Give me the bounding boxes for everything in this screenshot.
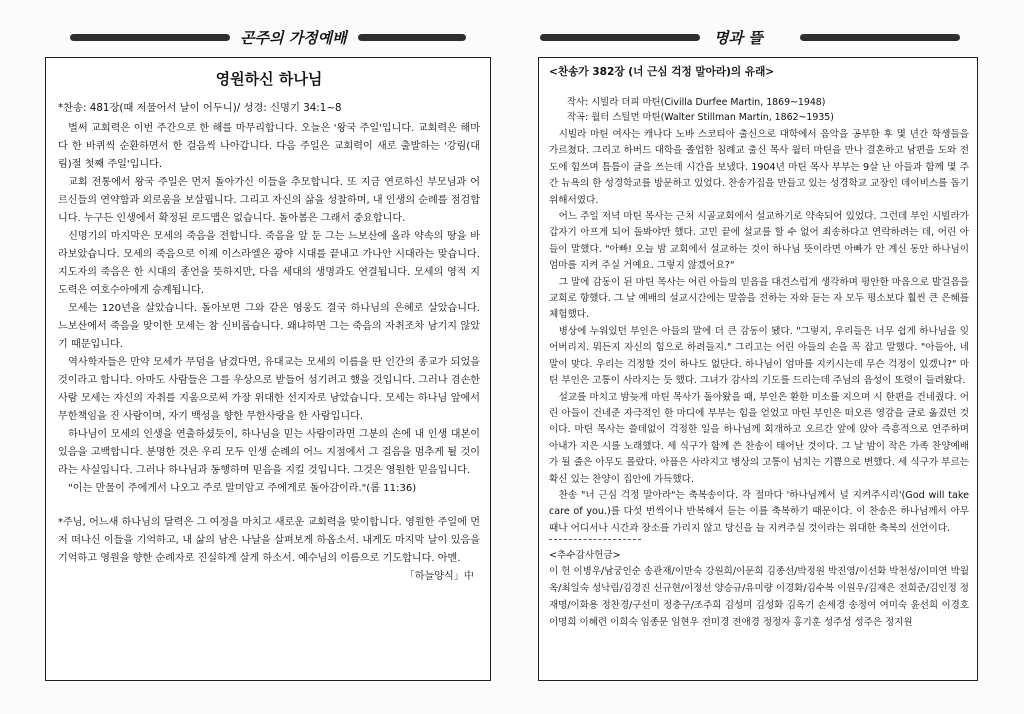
devotion-paragraph-4: 모세는 120년을 살았습니다. 돌아보면 그와 같은 영웅도 결국 하나님의 은혜로 살았습니다. 느보산에서 죽음을 맞이한 모세는 참 신비롭습니다. 왜냐하면 그는 죽음의 자취조차 남기지 않았기 때문입니다.: [58, 303, 480, 350]
lyricist-credit: 작사: 시빌라 더피 마틴(Civilla Durfee Martin, 1869~1948): [567, 97, 826, 108]
devotion-paragraph-5: 역사학자들은 만약 모세가 무덤을 남겼다면, 유대교는 모세의 이름을 딴 인간의 종교가 되었을 것이라고 합니다. 아마도 사람들은 그를 우상으로 받들어 섬기려고 했을 것입니다. 그러나 겸손한 사람 모세는 자신의 자취를 지움으로써 가장 위대한 선지자로 남았습니다. 모세는 하나님 앞에서 무한책임을 진 사람이며, 자기 백성을 향한 무한사랑을 한 사람입니다.: [58, 357, 480, 422]
right-header-bar: [540, 34, 700, 41]
left-devotion-panel: [45, 57, 491, 681]
story-paragraph-6: 찬송 "너 근심 걱정 말아라"는 축복송이다. 각 절마다 '하나님께서 널 지켜주시리'(God will take care of you.)를 다섯 번씩이나 반복해서 듣는 이를 축복하기 때문이다. 이 찬송은 하나님께서 아무 때나 어디서나 시간과 장소를 가리지 않고 당신을 늘 지켜주실 것이라는 위대한 축복의 선언이다.: [549, 489, 969, 534]
right-header-bar-right: [800, 34, 960, 41]
devotion-paragraph-1: 벌써 교회력은 이번 주간으로 한 해를 마무리합니다. 오늘은 '왕국 주일'입니다. 교회력은 해마다 한 바퀴씩 순환하면서 한 걸음씩 나아갑니다. 다음 주일은 교회력이 새로 출발하는 '강림(대림)절 첫째 주일'입니다.: [58, 123, 480, 170]
right-hymn-story-panel: [538, 57, 978, 681]
left-header-bar-right: [358, 34, 466, 41]
scripture-quote: "이는 만물이 주에게서 나오고 주로 말미암고 주에게로 돌아감이라."(롬 11:36): [68, 483, 417, 494]
section-divider: [549, 539, 641, 540]
hymn-scripture-line: *찬송: 481장(때 저물어서 날이 어두니)/ 성경: 신명기 34:1~8: [58, 102, 342, 114]
story-paragraph-1: 시빌라 마틴 여사는 캐나다 노바 스코티아 출신으로 대학에서 음악을 공부한 후 몇 년간 학생들을 가르쳤다. 그리고 하버드 대학을 졸업한 침례교 출신 목사 월터 마틴을 만나 결혼하고 남편을 도와 전도에 힘쓰며 틈틈이 글을 쓰는데 시간을 보냈다. 1904년 마틴 목사 부부는 9살 난 아들과 함께 몇 주간 뉴욕의 한 성경학교를 방문하고 있었다. 찬송가집을 만들고 있는 성경학교 교장인 데이비스를 돕기 위해서였다.: [549, 129, 969, 206]
story-paragraph-2: 어느 주일 저녁 마틴 목사는 근처 시골교회에서 설교하기로 약속되어 있었다. 그런데 부인 시빌라가 갑자기 아프게 되어 돌봐야만 했다. 고민 끝에 설교를 할 수 없어 죄송하다고 연락하려는 데, 어린 아들이 말했다. "아빠! 오늘 밤 교회에서 설교하는 것이 하나님 뜻이라면 아빠가 안 계신 동안 하나님이 엄마를 지켜 주실 거예요. 그렇지 않겠어요?": [549, 211, 969, 272]
composer-credit: 작곡: 월터 스틸먼 마틴(Walter Stillman Martin, 1862~1935): [567, 112, 834, 123]
prayer-text: *주님, 어느새 하나님의 달력은 그 여정을 마치고 새로운 교회력을 맞이합니다. 영원한 주일에 먼저 떠나신 이들을 기억하고, 내 삶의 남은 나날을 살펴보게 하옵소서. 내게도 마지막 날이 있음을 기억하고 영원을 향한 순례자로 진실하게 살게 하소서. 예수님의 이름으로 기도합니다. 아멘.: [58, 517, 480, 564]
devotion-paragraph-2: 교회 전통에서 왕국 주일은 먼저 돌아가신 이들을 추모합니다. 또 지금 연로하신 부모님과 어르신들의 연약함과 외로움을 보살핍니다. 그리고 자신의 삶을 성찰하며, 내 인생의 순례를 점검합니다. 누구든 인생에서 확정된 로드맵은 없습니다. 돌아봄은 그래서 중요합니다.: [58, 177, 480, 224]
hymn-story-title: <찬송가 382장 (너 근심 걱정 말아라)의 유래>: [549, 66, 775, 78]
story-paragraph-5: 설교를 마치고 밤늦게 마틴 목사가 돌아왔을 때, 부인은 환한 미소를 지으며 시 한편을 건네줬다. 어린 아들이 건네준 자극적인 한 마디에 부부는 힘을 얻었고 마틴 부인은 떠오른 영감을 글로 옮겼던 것이다. 마틴 목사는 쓸데없이 걱정한 일을 하나님께 회개하고 오르간 앞에 앉아 즉흥적으로 연주하며 아내가 지은 시를 노래했다. 세 식구가 함께 쓴 찬송이 태어난 것이다. 그 날 밤이 작은 가족 찬양예배가 될 줄은 아무도 몰랐다. 아픔은 사라지고 병상의 고통이 넘치는 기쁨으로 변했다. 세 식구가 부르는 확신 있는 찬양이 집안에 가득했다.: [549, 391, 969, 485]
devotion-paragraph-6: 하나님이 모세의 인생을 연출하셨듯이, 하나님을 믿는 사람이라면 그분의 손에 내 인생 대본이 있음을 고백합니다. 분명한 것은 우리 모두 인생 순례의 어느 지점에서 그 걸음을 멈추게 될 것이라는 사실입니다. 그러나 하나님과 동행하며 믿음을 지킬 것입니다. 그것은 영원한 믿음입니다.: [58, 429, 480, 476]
devotion-paragraph-3: 신명기의 마지막은 모세의 죽음을 전합니다. 죽음을 앞 둔 그는 느보산에 올라 약속의 땅을 바라보았습니다. 모세의 죽음으로 이제 이스라엘은 광야 시대를 끝내고 가나안 시대라는 맞습니다. 지도자의 죽음은 한 시대의 종언을 뜻하지만, 다음 세대의 생명과도 연결됩니다. 모세의 영적 지도력은 여호수아에게 승계됩니다.: [58, 231, 480, 296]
devotion-title: 영원하신 하나님: [215, 70, 323, 88]
thanksgiving-offering-names: 이 헌 이병우/남궁인순 송관재/이만숙 강원희/이문희 김종선/박정원 박진영/이선화 박천성/이미연 박월옥/최일숙 성낙림/김경진 신규현/이정선 양승규/유미량 이경화/김수복 이원우/김재은 전희준/김인정 정재명/이화용 정찬경/구선미 정충구/조주희 김성미 김성화 김옥기 손세경 송정여 여미숙 윤선희 이경호 이명희 이혜련 이희숙 임종문 임현우 전미경 전애경 정정자 홍기훈 성주성 성주은 정지원: [549, 566, 969, 629]
story-paragraph-3: 그 말에 감동이 된 마틴 목사는 어린 아들의 믿음을 대견스럽게 생각하며 평안한 마음으로 발걸음을 교회로 향했다. 그 날 예배의 설교시간에는 말씀을 전하는 자와 듣는 자 모두 평소보다 훨씬 큰 은혜를 체험했다.: [549, 276, 969, 321]
story-paragraph-4: 병상에 누워있던 부인은 아들의 말에 더 큰 감동이 됐다. "그렇지, 우리들은 너무 쉽게 하나님을 잊어버리지. 뭐든지 자신의 힘으로 하려들지." 그리고는 어린 아들의 손을 꼭 잡고 말했다. "아들아, 네 말이 맞다. 우리는 걱정할 것이 하나도 없단다. 하나님이 엄마를 지키시는데 무슨 걱정이 있겠니?" 마틴 부인은 고통이 사라지는 듯 했다. 그녀가 감사의 기도를 드리는데 주님의 음성이 또렷이 들려왔다.: [549, 325, 969, 387]
source-signature: 「하늘양식」中: [404, 571, 474, 582]
thanksgiving-offering-title: <추수감사헌금>: [549, 550, 621, 562]
right-header-title: 명과 뜰: [714, 29, 763, 47]
left-header-bar: [70, 34, 230, 41]
left-header-title: 곤주의 가정예배: [240, 29, 347, 47]
hymn-credits: [567, 95, 969, 125]
closing-prayer: [58, 514, 480, 582]
